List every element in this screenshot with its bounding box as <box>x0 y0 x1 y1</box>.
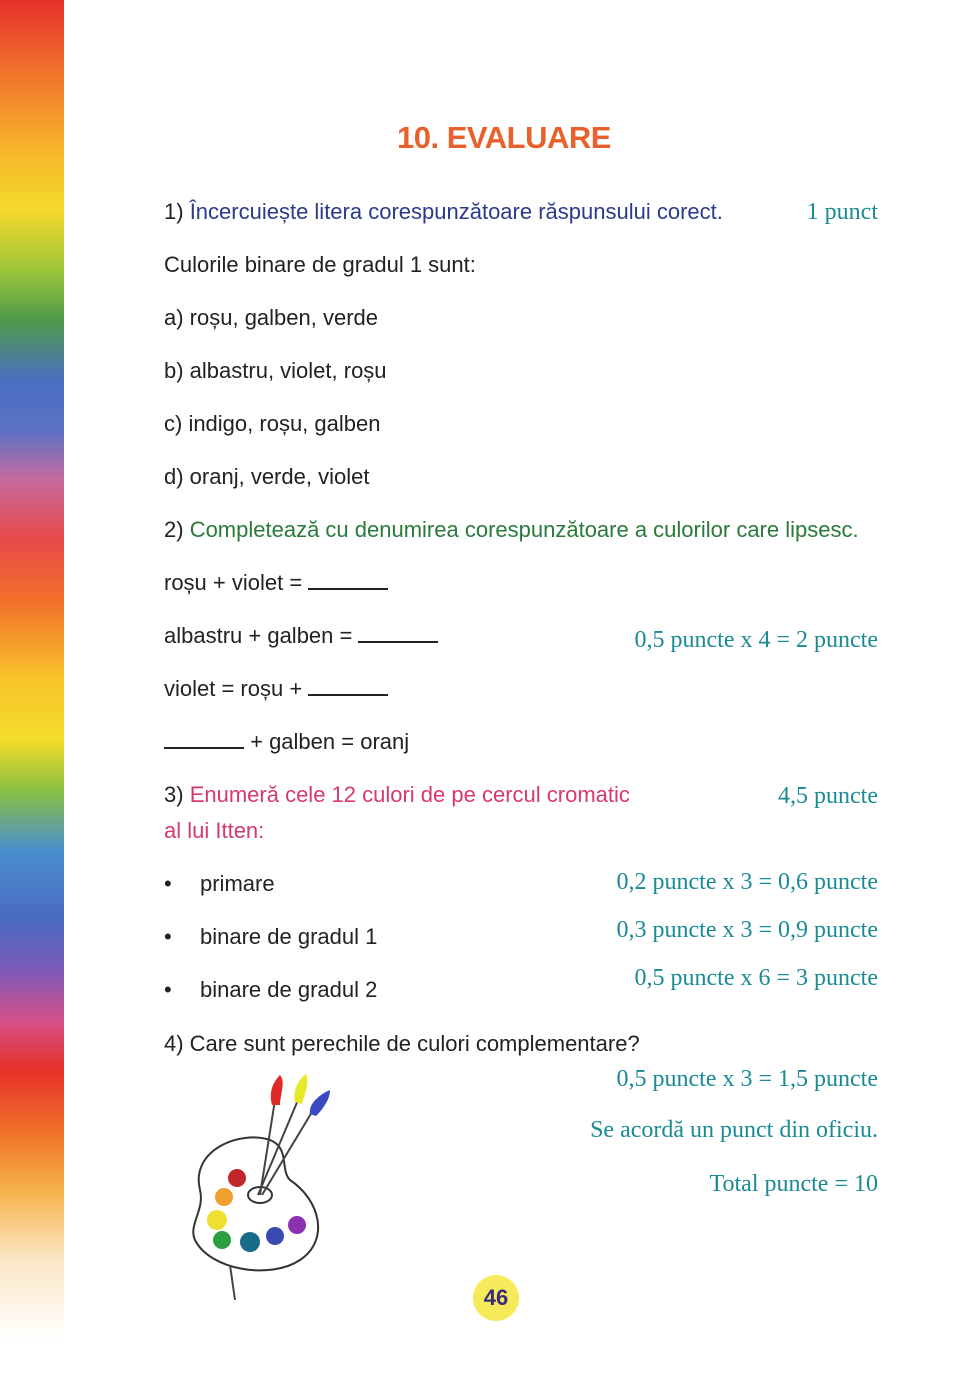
bullet-item: • binare de gradul 1 <box>164 924 378 949</box>
q1-points: 1 punct <box>806 199 878 225</box>
q2-line-text: roșu + violet = <box>164 570 309 595</box>
bullet-points: 0,3 puncte x 3 = 0,9 puncte <box>616 917 878 943</box>
q3-text-line2: al lui Itten: <box>164 818 265 843</box>
q3-text: Enumeră cele 12 culori de pe cercul cromatic <box>189 782 630 807</box>
bullet-item: • binare de gradul 2 <box>164 977 378 1002</box>
answer-blank <box>164 729 244 749</box>
page-number: 46 <box>473 1275 519 1321</box>
bullet-points: 0,5 puncte x 6 = 3 puncte <box>634 965 878 991</box>
q2-line-text: + galben = oranj <box>244 729 410 754</box>
q1-number: 1) <box>164 199 184 224</box>
question-1 <box>164 198 723 226</box>
palette-illustration <box>180 1070 350 1310</box>
q2-line-2 <box>164 622 438 650</box>
q2-line-4 <box>164 728 409 756</box>
q1-prompt: Culorile binare de gradul 1 sunt: <box>164 252 476 277</box>
bullet-label: binare de gradul 2 <box>200 977 378 1002</box>
option-a: a) roșu, galben, verde <box>164 305 379 330</box>
answer-blank <box>308 570 388 590</box>
rainbow-stripe <box>0 0 64 1389</box>
q2-line-text: albastru + galben = <box>164 623 359 648</box>
question-2 <box>164 516 859 544</box>
option-c: c) indigo, roșu, galben <box>164 411 381 436</box>
q2-text: Completează cu denumirea corespunzătoare a culorilor care lipsesc. <box>189 517 859 542</box>
total-points: Total puncte = 10 <box>709 1171 878 1197</box>
bullet-item: • primare <box>164 871 275 896</box>
q3-number: 3) <box>164 782 184 807</box>
answer-blank <box>358 623 438 643</box>
q2-number: 2) <box>164 517 184 542</box>
option-b: b) albastru, violet, roșu <box>164 358 387 383</box>
option-d: d) oranj, verde, violet <box>164 464 370 489</box>
question-4: 4) Care sunt perechile de culori complementare? <box>164 1031 640 1056</box>
question-3 <box>164 781 630 809</box>
q2-line-3 <box>164 675 388 703</box>
bullet-label: primare <box>200 871 275 896</box>
page-title: 10. EVALUARE <box>397 120 611 155</box>
bullet-label: binare de gradul 1 <box>200 924 378 949</box>
q2-line-text: violet = roșu + <box>164 676 309 701</box>
q3-points: 4,5 puncte <box>778 783 878 809</box>
answer-blank <box>308 676 388 696</box>
bullet-points: 0,2 puncte x 3 = 0,6 puncte <box>616 869 878 895</box>
q1-text: Încercuiește litera corespunzătoare răspunsului corect. <box>189 199 723 224</box>
q2-line-1 <box>164 569 388 597</box>
q4-points: 0,5 puncte x 3 = 1,5 puncte <box>616 1066 878 1092</box>
oficiu-note: Se acordă un punct din oficiu. <box>590 1117 878 1143</box>
q2-points: 0,5 puncte x 4 = 2 puncte <box>634 627 878 653</box>
